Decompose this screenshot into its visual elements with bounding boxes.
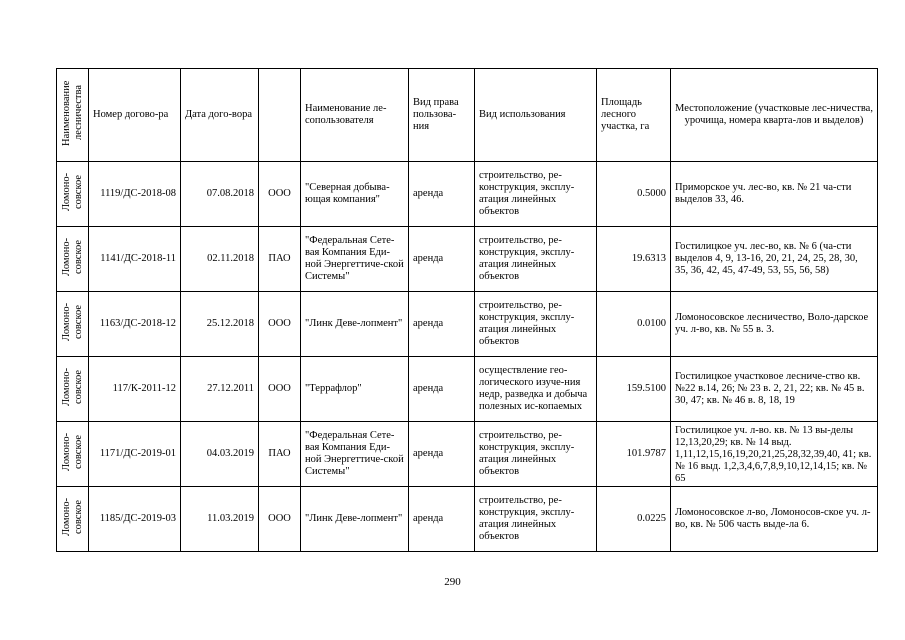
header-area: Площадь лесного участка, га [597, 69, 671, 162]
header-org-form [259, 69, 301, 162]
cell-right-type: аренда [409, 227, 475, 292]
cell-org-form: ООО [259, 292, 301, 357]
page-number: 290 [444, 576, 461, 588]
cell-usage-type: строительство, ре-конструкция, эксплу-атация линейных объектов [475, 422, 597, 487]
cell-contract-no: 1171/ДС-2019-01 [89, 422, 181, 487]
table-row [57, 292, 878, 357]
cell-area: 0.5000 [597, 162, 671, 227]
table-header-row [57, 69, 878, 162]
cell-org-form: ООО [259, 487, 301, 552]
cell-usage-type: строительство, ре-конструкция, эксплу-атация линейных объектов [475, 487, 597, 552]
forest-lease-table [56, 68, 878, 552]
cell-area: 0.0100 [597, 292, 671, 357]
cell-area: 19.6313 [597, 227, 671, 292]
cell-right-type: аренда [409, 292, 475, 357]
cell-area: 0.0225 [597, 487, 671, 552]
cell-user-name: "Северная добыва-ющая компания" [301, 162, 409, 227]
cell-contract-date: 11.03.2019 [181, 487, 259, 552]
cell-usage-type: осуществление гео-логического изуче-ния недр, разведка и добыча полезных ис-копаемых [475, 357, 597, 422]
header-forestry: Наименование лесничества [57, 69, 89, 162]
cell-usage-type: строительство, ре-конструкция, эксплу-атация линейных объектов [475, 162, 597, 227]
cell-location: Ломоносовское л-во, Ломоносов-ское уч. л-во, кв. № 506 часть выде-ла 6. [671, 487, 878, 552]
header-contract-date: Дата дого-вора [181, 69, 259, 162]
cell-location: Гостилицкое уч. лес-во, кв. № 6 (ча-сти выделов 4, 9, 13-16, 20, 21, 24, 25, 28, 30, 35, 36, 42, 45, 47-49, 53, 55, 56, 58) [671, 227, 878, 292]
cell-area: 159.5100 [597, 357, 671, 422]
cell-forestry: Ломоно-совское [57, 292, 89, 357]
cell-contract-no: 1119/ДС-2018-08 [89, 162, 181, 227]
cell-forestry: Ломоно-совское [57, 422, 89, 487]
cell-forestry: Ломоно-совское [57, 357, 89, 422]
table-row [57, 487, 878, 552]
table-row [57, 422, 878, 487]
cell-usage-type: строительство, ре-конструкция, эксплу-атация линейных объектов [475, 292, 597, 357]
cell-forestry: Ломоно-совское [57, 227, 89, 292]
cell-location: Ломоносовское лесничество, Воло-дарское уч. л-во, кв. № 55 в. 3. [671, 292, 878, 357]
cell-right-type: аренда [409, 162, 475, 227]
cell-user-name: "Федеральная Сете-вая Компания Еди-ной Энергеттиче-ской Системы" [301, 422, 409, 487]
cell-usage-type: строительство, ре-конструкция, эксплу-атация линейных объектов [475, 227, 597, 292]
cell-contract-date: 25.12.2018 [181, 292, 259, 357]
cell-contract-no: 117/К-2011-12 [89, 357, 181, 422]
cell-user-name: "Линк Деве-лопмент" [301, 487, 409, 552]
cell-contract-no: 1163/ДС-2018-12 [89, 292, 181, 357]
cell-contract-date: 07.08.2018 [181, 162, 259, 227]
cell-contract-no: 1141/ДС-2018-11 [89, 227, 181, 292]
cell-contract-date: 02.11.2018 [181, 227, 259, 292]
header-contract-no: Номер догово-ра [89, 69, 181, 162]
cell-org-form: ПАО [259, 422, 301, 487]
cell-user-name: "Линк Деве-лопмент" [301, 292, 409, 357]
cell-location: Гостилицкое участковое лесниче-ство кв. №22 в.14, 26; № 23 в. 2, 21, 22; кв. № 45 в. 30, 47; кв. № 46 в. 8, 18, 19 [671, 357, 878, 422]
cell-forestry: Ломоно-совское [57, 162, 89, 227]
cell-right-type: аренда [409, 487, 475, 552]
header-usage-type: Вид использования [475, 69, 597, 162]
cell-contract-date: 27.12.2011 [181, 357, 259, 422]
header-user-name: Наименование ле-сопользователя [301, 69, 409, 162]
cell-forestry: Ломоно-совское [57, 487, 89, 552]
cell-right-type: аренда [409, 357, 475, 422]
cell-user-name: "Федеральная Сете-вая Компания Еди-ной Энергеттиче-ской Системы" [301, 227, 409, 292]
cell-location: Гостилицкое уч. л-во. кв. № 13 вы-делы 12,13,20,29; кв. № 14 выд. 1,11,12,15,16,19,20,21,25,28,32,39,40, 41; кв. № 16 выд. 1,2,3,4,6,7,8,9,10,12,14,15; кв. № 65 [671, 422, 878, 487]
cell-right-type: аренда [409, 422, 475, 487]
header-right-type: Вид права пользова-ния [409, 69, 475, 162]
cell-org-form: ООО [259, 357, 301, 422]
header-location: Местоположение (участковые лес-ничества, урочища, номера кварта-лов и выделов) [671, 69, 878, 162]
table-row [57, 357, 878, 422]
cell-contract-date: 04.03.2019 [181, 422, 259, 487]
cell-org-form: ПАО [259, 227, 301, 292]
table-row [57, 227, 878, 292]
cell-location: Приморское уч. лес-во, кв. № 21 ча-сти выделов 33, 46. [671, 162, 878, 227]
cell-area: 101.9787 [597, 422, 671, 487]
cell-org-form: ООО [259, 162, 301, 227]
table-row [57, 162, 878, 227]
cell-contract-no: 1185/ДС-2019-03 [89, 487, 181, 552]
cell-user-name: "Террафлор" [301, 357, 409, 422]
